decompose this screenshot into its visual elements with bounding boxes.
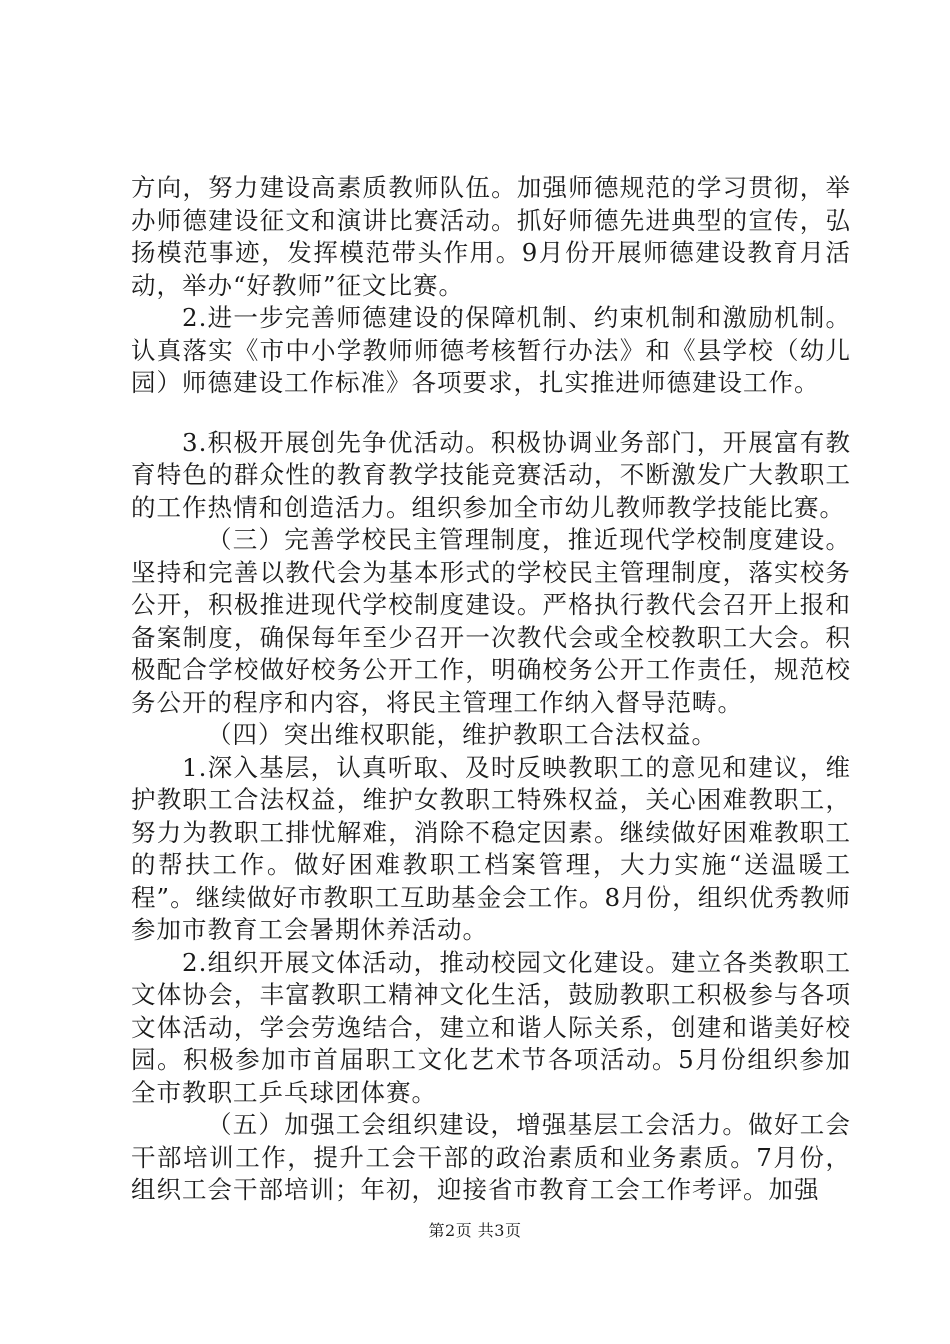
paragraph-3: 3.积极开展创先争优活动。积极协调业务部门，开展富有教育特色的群众性的教育教学技能竞赛活动，不断激发广大教职工的工作热情和创造活力。组织参加全市幼儿教师教学技能比赛。 — [131, 427, 851, 522]
paragraph-6: 1.深入基层，认真听取、及时反映教职工的意见和建议，维护教职工合法权益，维护女教职工特殊权益，关心困难教职工，努力为教职工排忧解难，消除不稳定因素。继续做好困难教职工的帮扶工作。做好困难教职工档案管理，大力实施“送温暖工程”。继续做好市教职工互助基金会工作。8月份，组织优秀教师参加市教育工会暑期休养活动。 — [131, 752, 851, 944]
paragraph-2: 2.进一步完善师德建设的保障机制、约束机制和激励机制。认真落实《市中小学教师师德考核暂行办法》和《县学校（幼儿园）师德建设工作标准》各项要求，扎实推进师德建设工作。 — [131, 303, 851, 397]
document-body — [131, 172, 851, 1207]
paragraph-7: 2.组织开展文体活动，推动校园文化建设。建立各类教职工文体协会，丰富教职工精神文化生活，鼓励教职工积极参与各项文体活动，学会劳逸结合，建立和谐人际关系，创建和谐美好校园。积极参加市首届职工文化艺术节各项活动。5月份组织参加全市教职工乒乓球团体赛。 — [131, 947, 851, 1107]
paragraph-1: 方向，努力建设高素质教师队伍。加强师德规范的学习贯彻，举办师德建设征文和演讲比赛活动。抓好师德先进典型的宣传，弘扬模范事迹，发挥模范带头作用。9月份开展师德建设教育月活动，举办“好教师”征文比赛。 — [131, 173, 851, 300]
paragraph-5: （四）突出维权职能，维护教职工合法权益。 — [207, 720, 717, 749]
paragraph-4: （三）完善学校民主管理制度，推近现代学校制度建设。坚持和完善以教代会为基本形式的学校民主管理制度，落实校务公开，积极推进现代学校制度建设。严格执行教代会召开上报和备案制度，确保每年至少召开一次教代会或全校教职工大会。积极配合学校做好校务公开工作，明确校务公开工作责任，规范校务公开的程序和内容，将民主管理工作纳入督导范畴。 — [131, 525, 851, 717]
paragraph-8: （五）加强工会组织建设，增强基层工会活力。做好工会干部培训工作，提升工会干部的政治素质和业务素质。7月份，组织工会干部培训；年初，迎接省市教育工会工作考评。加强 — [131, 1110, 851, 1204]
page-footer: 第2页 共3页 — [428, 1221, 522, 1240]
